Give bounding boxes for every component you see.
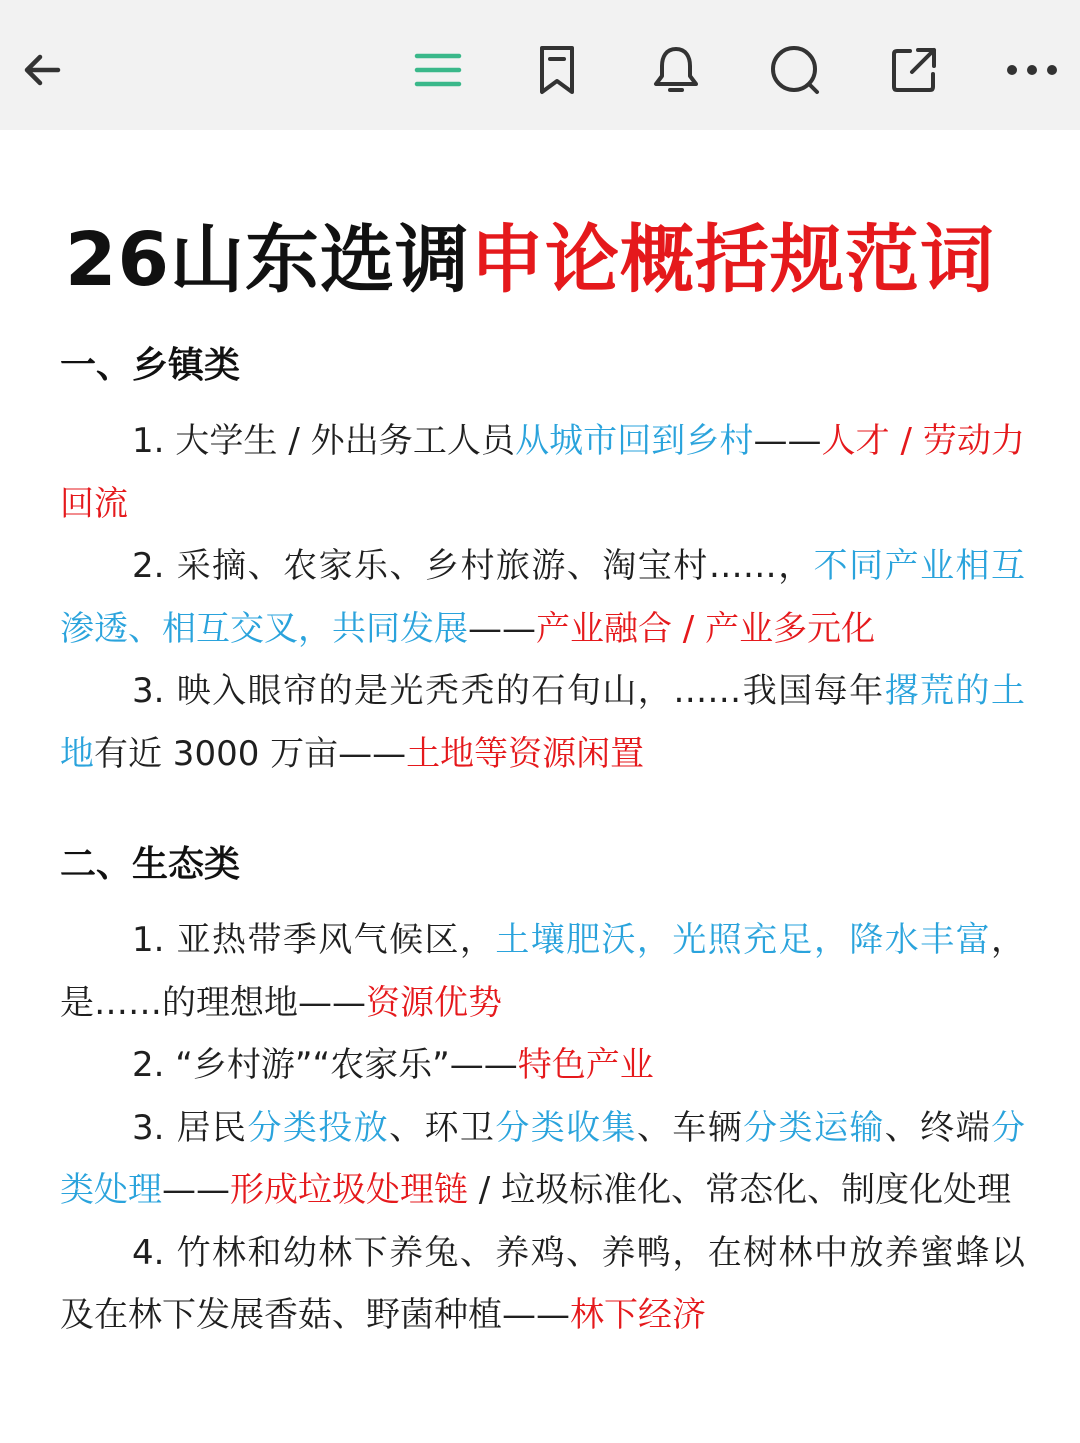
section-heading-township: 一、乡镇类 bbox=[60, 345, 241, 386]
item-highlight-blue: 分类运输 bbox=[743, 1107, 885, 1148]
item-keyword-red: 人才 / 劳动力回流 bbox=[60, 421, 1025, 524]
item-text: 3. 居民 bbox=[132, 1107, 248, 1148]
list-item bbox=[60, 660, 1025, 785]
item-dash: —— bbox=[162, 1170, 230, 1210]
comment-icon[interactable] bbox=[765, 40, 825, 100]
item-keyword-red: 资源优势 bbox=[366, 982, 502, 1023]
item-dash: —— bbox=[753, 421, 822, 461]
list-item bbox=[60, 909, 1025, 1034]
list-item bbox=[60, 535, 1025, 660]
item-keyword-red: 特色产业 bbox=[517, 1045, 654, 1085]
item-text: 4. 竹林和幼林下养兔、养鸡、养鸭，在树林中放养蜜蜂以及在林下发展香菇、野菌种植—— bbox=[60, 1232, 1025, 1335]
share-icon[interactable] bbox=[884, 40, 944, 100]
item-text: 3. 映入眼帘的是光秃秃的石旬山，……我国每年 bbox=[132, 671, 885, 711]
item-highlight-blue: 撂荒的土地 bbox=[60, 671, 1025, 774]
item-highlight-blue: 分类处理 bbox=[60, 1107, 1025, 1210]
item-keyword-red: 土地等资源闲置 bbox=[406, 733, 645, 774]
document-body bbox=[60, 130, 1025, 1347]
item-highlight-blue: 从城市回到乡村 bbox=[515, 421, 754, 461]
item-keyword-red: 形成垃圾处理链 bbox=[230, 1170, 468, 1210]
list-item bbox=[60, 1034, 1025, 1097]
item-text: 1. 大学生 / 外出务工人员 bbox=[132, 421, 516, 461]
item-text: 、终端 bbox=[884, 1107, 991, 1148]
item-keyword-red: 林下经济 bbox=[570, 1295, 706, 1335]
item-highlight-blue: 分类收集 bbox=[495, 1107, 637, 1148]
item-highlight-blue: 分类投放 bbox=[247, 1107, 390, 1148]
page-title bbox=[65, 210, 1025, 310]
menu-icon[interactable] bbox=[408, 40, 468, 100]
more-icon[interactable] bbox=[1002, 40, 1062, 100]
item-highlight-blue: 土壤肥沃，光照充足，降水丰富 bbox=[495, 920, 991, 960]
item-text: / 垃圾标准化、常态化、制度化处理 bbox=[468, 1170, 1012, 1210]
section-township-items bbox=[60, 410, 1025, 785]
item-text: 2. “乡村游”“农家乐”—— bbox=[132, 1045, 518, 1085]
item-highlight-blue: 不同产业相互渗透、相互交叉，共同发展 bbox=[60, 546, 1026, 649]
back-arrow-icon[interactable] bbox=[12, 40, 72, 100]
list-item bbox=[60, 410, 1025, 535]
list-item bbox=[60, 1097, 1025, 1222]
item-text: 1. 亚热带季风气候区， bbox=[132, 920, 496, 960]
top-toolbar bbox=[0, 0, 1080, 130]
item-keyword-red: 产业融合 / 产业多元化 bbox=[536, 608, 876, 649]
item-text: 、环卫 bbox=[389, 1107, 496, 1148]
section-heading-ecology: 二、生态类 bbox=[60, 844, 241, 885]
item-dash: —— bbox=[468, 608, 536, 649]
title-part-red: 申论概括规范词 bbox=[469, 217, 995, 303]
list-item bbox=[60, 1222, 1025, 1347]
bell-icon[interactable] bbox=[646, 40, 706, 100]
item-text: 、车辆 bbox=[636, 1107, 744, 1148]
item-text: 2. 采摘、农家乐、乡村旅游、淘宝村……， bbox=[132, 546, 814, 586]
section-ecology-items bbox=[60, 909, 1025, 1347]
item-text: ，是……的理想地—— bbox=[60, 920, 1025, 1023]
item-text: 有近 3000 万亩—— bbox=[94, 733, 407, 774]
title-part-black: 26山东选调 bbox=[65, 217, 470, 303]
bookmark-icon[interactable] bbox=[527, 40, 587, 100]
